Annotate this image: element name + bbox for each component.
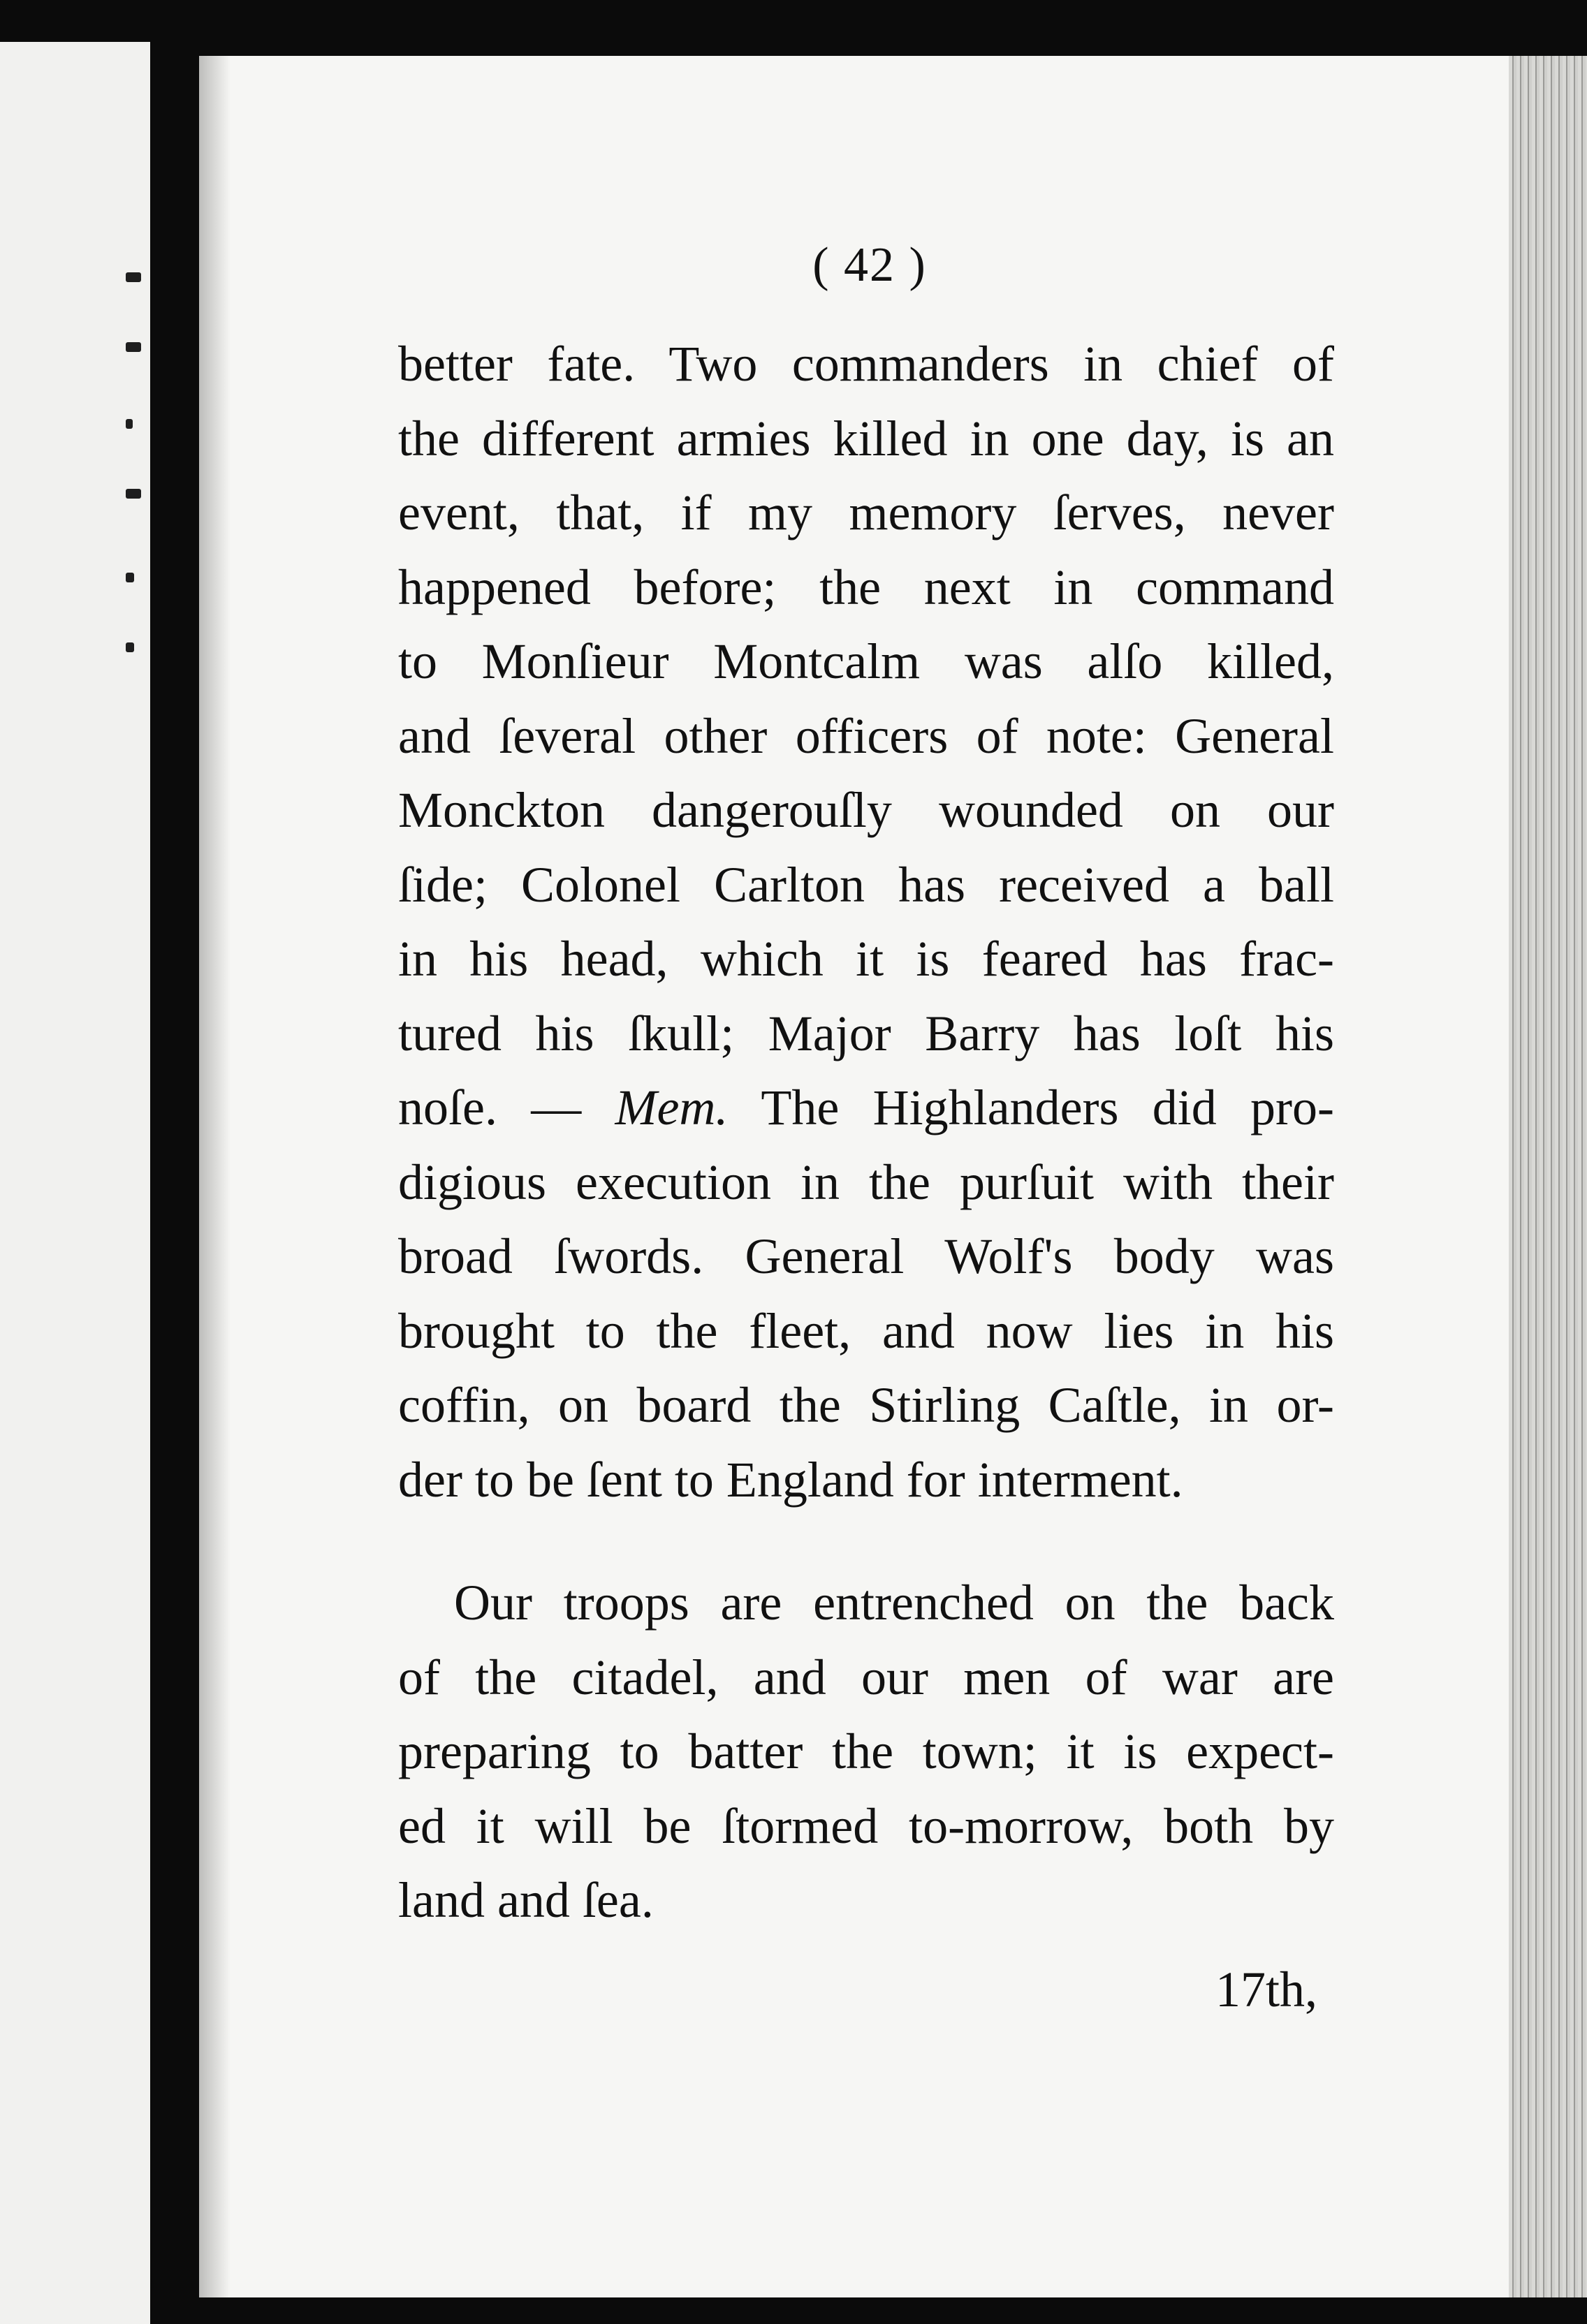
text-line: coffin, on board the Stirling Caſtle, in or-: [398, 1377, 1334, 1433]
text-line: ſide; Colonel Carlton has received a ball: [398, 856, 1334, 913]
text-line: der to be ſent to England for interment.: [398, 1451, 1183, 1508]
catchword: 17th,: [1215, 1962, 1318, 2017]
book-gutter: [150, 0, 199, 2324]
text-line: broad ſwords. General Wolf's body was: [398, 1228, 1334, 1284]
text-line: preparing to batter the town; it is expect-: [398, 1723, 1334, 1779]
mem-italic: Mem.: [615, 1080, 729, 1135]
page-number: ( 42 ): [812, 238, 927, 292]
text-line: Monckton dangerouſly wounded on our: [398, 782, 1334, 838]
text-line: tured his ſkull; Major Barry has loſt his: [398, 1005, 1334, 1061]
bleed-mark: [126, 419, 133, 429]
text-line: of the citadel, and our men of war are: [398, 1649, 1334, 1705]
bleed-mark: [126, 489, 141, 499]
bleed-mark: [126, 272, 141, 282]
text-line: the different armies killed in one day, is an: [398, 410, 1334, 466]
text-fragment: The Highlanders did pro-: [761, 1080, 1335, 1135]
text-line: in his head, which it is feared has frac-: [398, 931, 1334, 987]
text-line: to Monſieur Montcalm was alſo killed,: [398, 633, 1334, 689]
text-line: digious execution in the purſuit with their: [398, 1154, 1334, 1210]
text-line: Our troops are entrenched on the back: [454, 1575, 1334, 1631]
body-text: [398, 327, 1334, 1938]
text-line: better fate. Two commanders in chief of: [398, 336, 1334, 392]
bleed-mark: [126, 642, 134, 652]
text-line: land and ſea.: [398, 1872, 654, 1928]
text-line-mem: [398, 1071, 1334, 1145]
facing-page-edge: [0, 42, 150, 2324]
page-fore-edge: [1509, 56, 1587, 2297]
paragraph-break: [398, 1517, 1334, 1566]
text-line: ed it will be ſtormed to-morrow, both by: [398, 1797, 1334, 1854]
text-fragment: noſe. —: [398, 1080, 582, 1135]
page-shadow: [199, 56, 231, 2297]
bleed-mark: [126, 573, 134, 582]
text-line: brought to the fleet, and now lies in his: [398, 1302, 1334, 1359]
text-line: event, that, if my memory ſerves, never: [398, 485, 1334, 540]
text-line: and ſeveral other officers of note: General: [398, 707, 1334, 764]
bleed-mark: [126, 342, 141, 352]
text-line: happened before; the next in command: [398, 559, 1334, 615]
